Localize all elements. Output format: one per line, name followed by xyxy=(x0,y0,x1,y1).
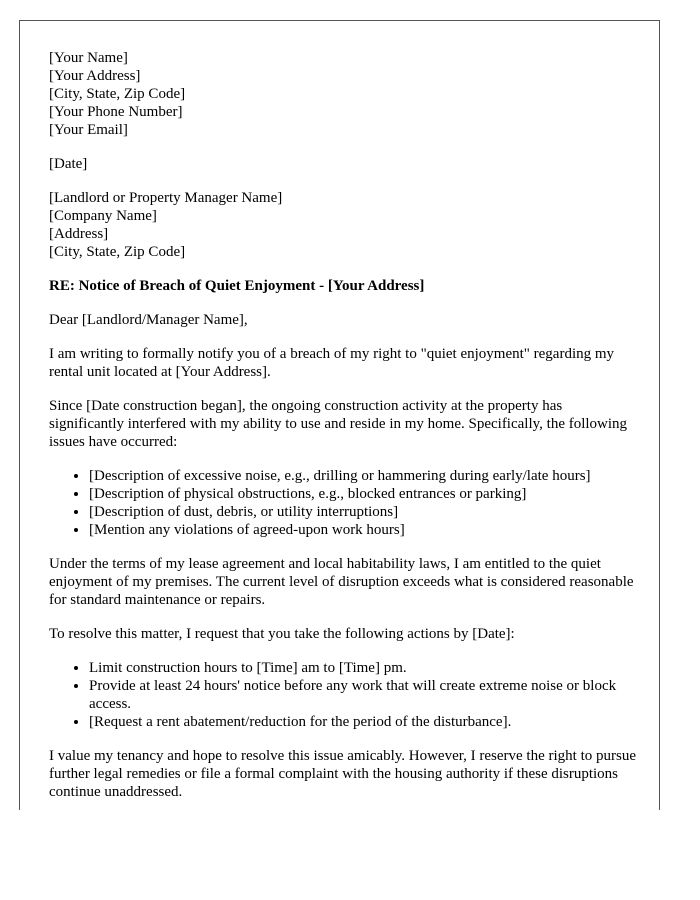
letter-body xyxy=(49,49,639,810)
letter-page xyxy=(19,20,660,810)
sender-address: [Your Address] xyxy=(49,68,141,84)
list-item: • [Description of dust, debris, or utility interruptions] xyxy=(89,503,639,521)
closing-paragraph: I value my tenancy and hope to resolve this issue amicably. However, I reserve the right to pursue further legal remedies or file a formal complaint with the housing authority if these disruptions continue unaddressed. xyxy=(49,748,636,800)
issues-intro-paragraph: Since [Date construction began], the ongoing construction activity at the property has significantly interfered with my ability to use and reside in my home. Specifically, the following issues have occurred: xyxy=(49,398,628,450)
sender-block xyxy=(49,49,639,139)
list-item: • [Description of physical obstructions, e.g., blocked entrances or parking] xyxy=(89,485,639,503)
sender-phone: [Your Phone Number] xyxy=(49,104,183,120)
list-item: • [Mention any violations of agreed-upon work hours] xyxy=(89,521,639,539)
recipient-name: [Landlord or Property Manager Name] xyxy=(49,190,283,206)
recipient-company: [Company Name] xyxy=(49,208,157,224)
actions-list xyxy=(49,659,639,731)
sender-email: [Your Email] xyxy=(49,122,128,138)
recipient-block xyxy=(49,189,639,261)
sender-city-state-zip: [City, State, Zip Code] xyxy=(49,86,186,102)
recipient-city-state-zip: [City, State, Zip Code] xyxy=(49,244,186,260)
sender-name: [Your Name] xyxy=(49,50,128,66)
list-item: • Limit construction hours to [Time] am to [Time] pm. xyxy=(89,659,639,677)
recipient-address: [Address] xyxy=(49,226,109,242)
legal-basis-paragraph: Under the terms of my lease agreement and local habitability laws, I am entitled to the quiet enjoyment of my premises. The current level of disruption exceeds what is considered reasonable for standard maintenance or repairs. xyxy=(49,556,634,608)
date-block xyxy=(49,155,639,173)
letter-date: [Date] xyxy=(49,156,88,172)
intro-paragraph: I am writing to formally notify you of a breach of my right to "quiet enjoyment" regarding my rental unit located at [Your Address]. xyxy=(49,346,615,380)
subject-line: RE: Notice of Breach of Quiet Enjoyment - [Your Address] xyxy=(49,278,425,294)
salutation: Dear [Landlord/Manager Name], xyxy=(49,312,248,328)
list-item: • [Description of excessive noise, e.g., drilling or hammering during early/late hours] xyxy=(89,467,639,485)
list-item: • [Request a rent abatement/reduction for the period of the disturbance]. xyxy=(89,713,639,731)
issues-list xyxy=(49,467,639,539)
actions-intro-paragraph: To resolve this matter, I request that you take the following actions by [Date]: xyxy=(49,626,515,642)
list-item: • Provide at least 24 hours' notice before any work that will create extreme noise or block access. xyxy=(89,677,639,713)
